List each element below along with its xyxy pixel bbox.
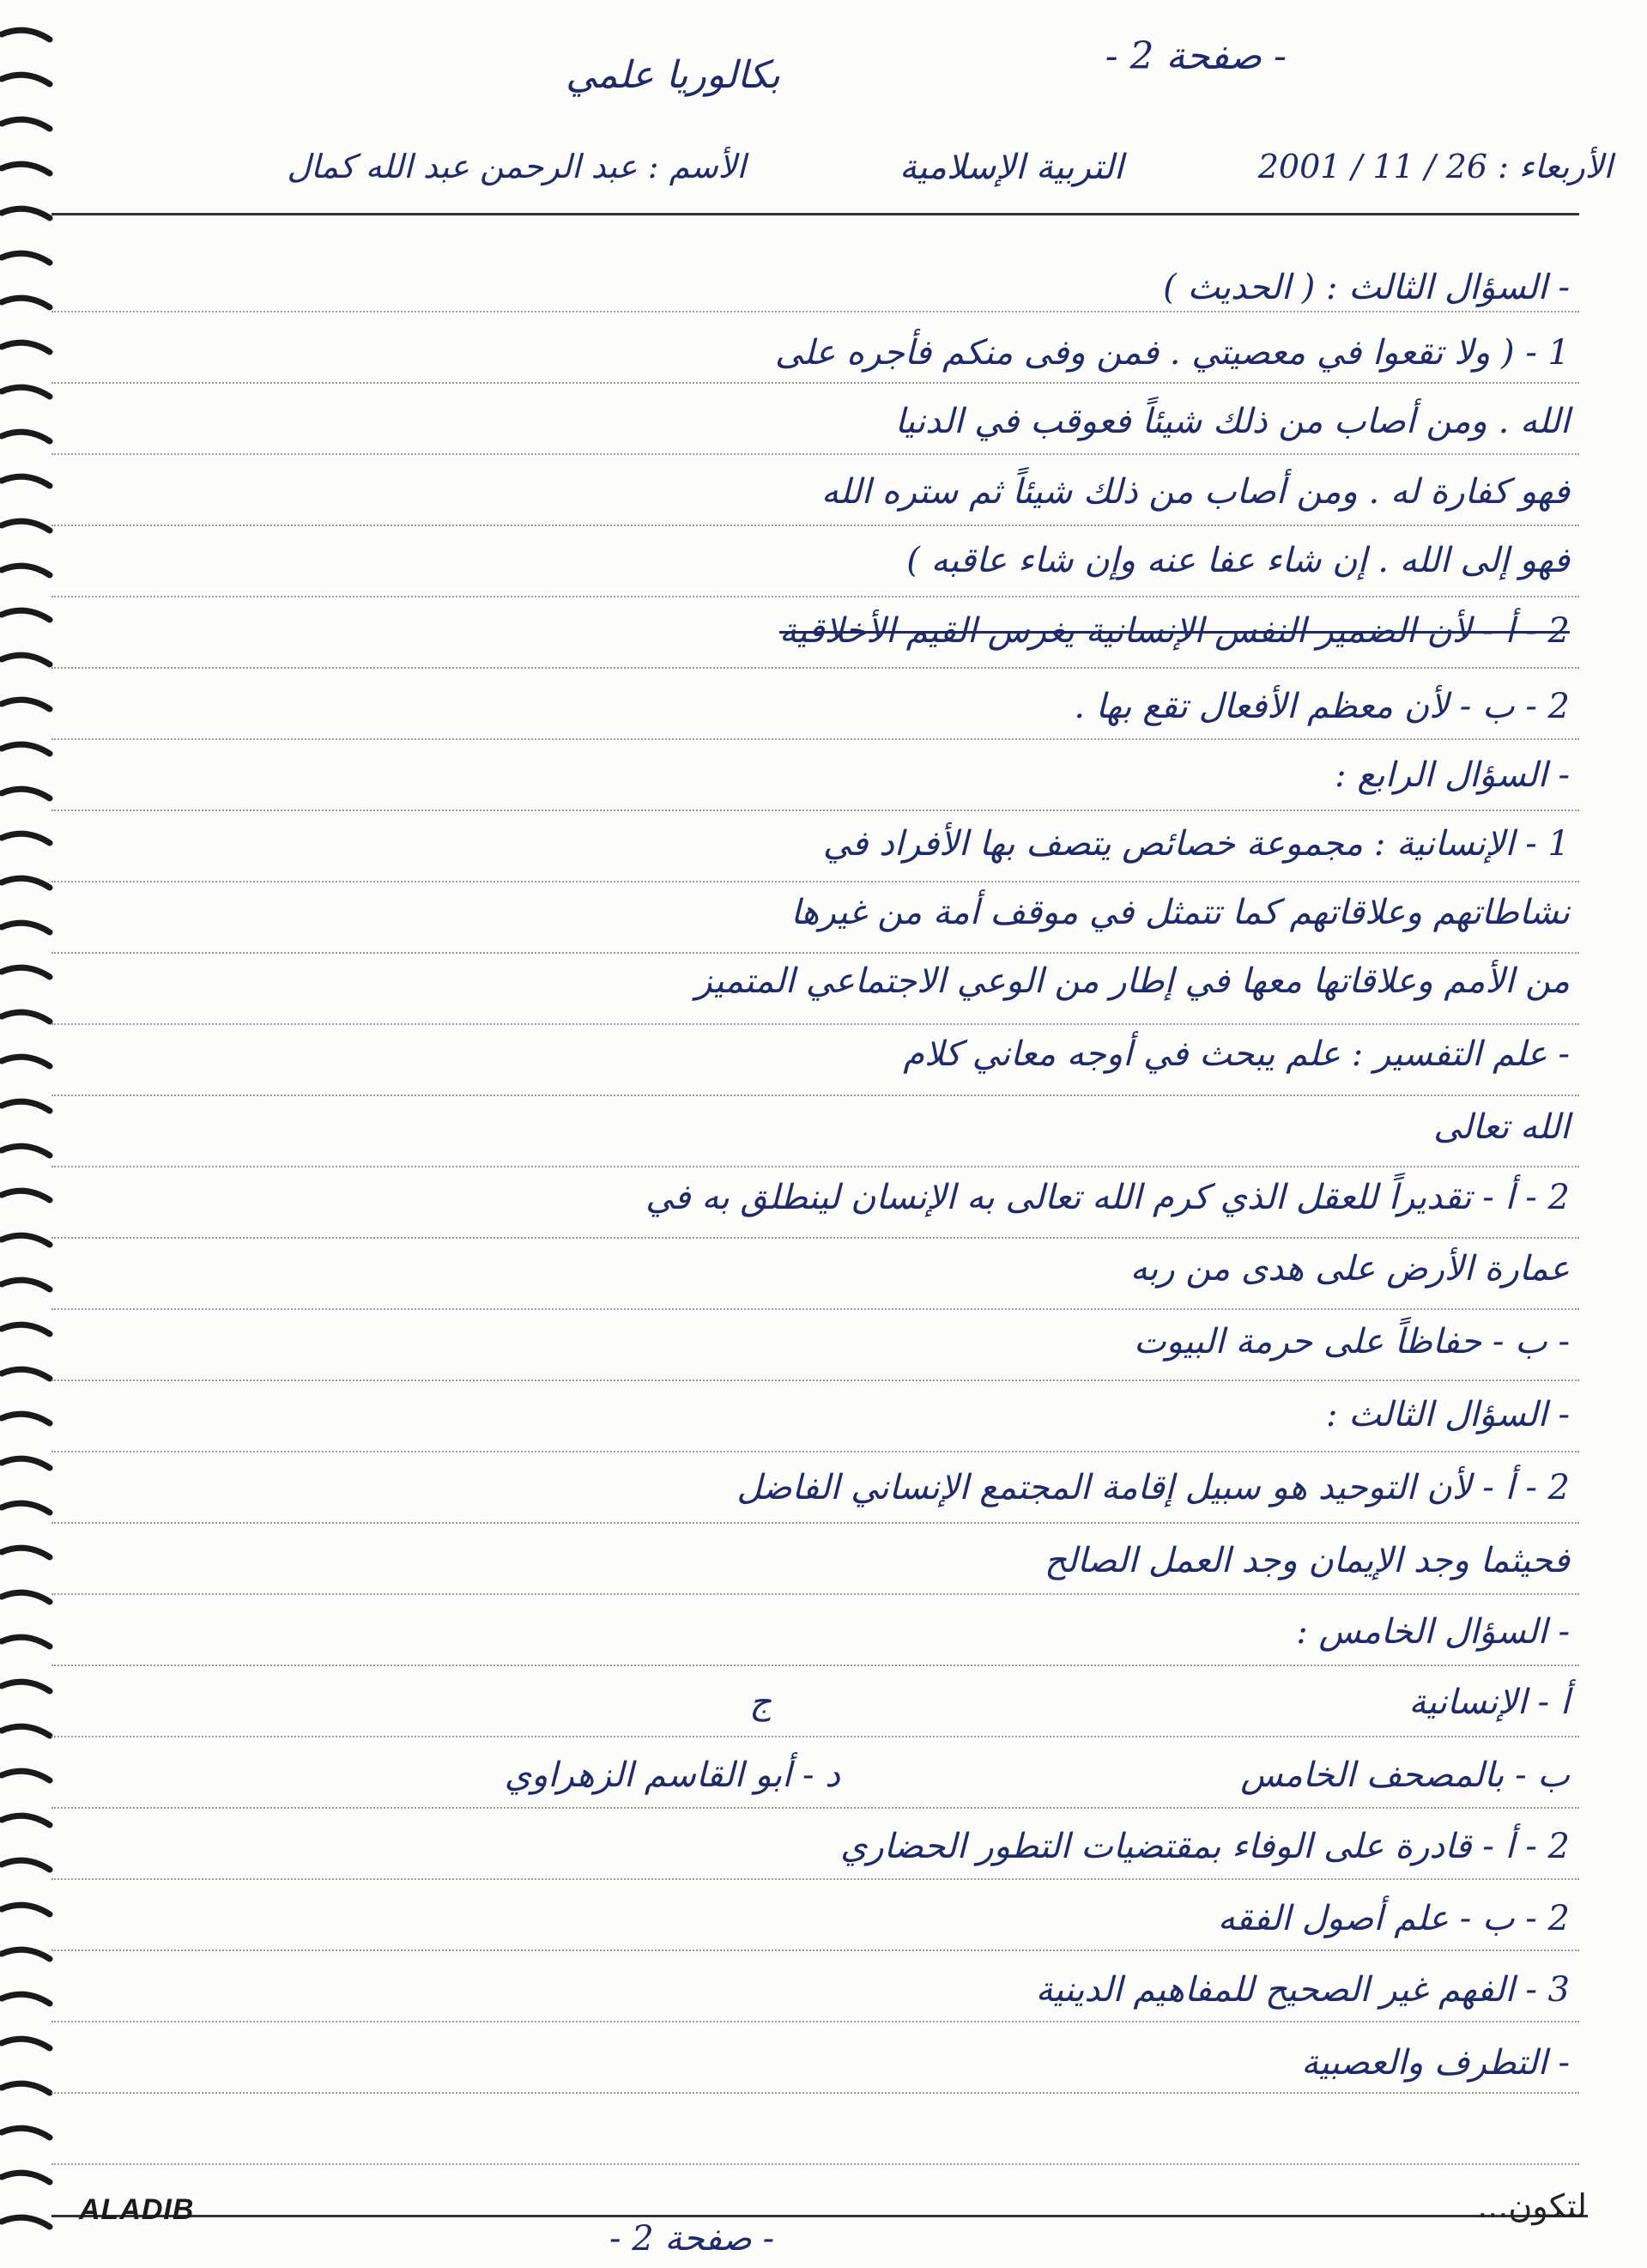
section-heading: - السؤال الرابع : bbox=[1335, 755, 1570, 795]
spiral-ring bbox=[2, 700, 50, 709]
ruled-line bbox=[51, 952, 1579, 954]
spiral-ring bbox=[2, 1414, 50, 1423]
spiral-ring bbox=[2, 1860, 50, 1870]
side-answer-d: د - أبو القاسم الزهراوي bbox=[504, 1756, 840, 1795]
ruled-line bbox=[51, 1095, 1579, 1096]
section-heading: - السؤال الثالث : bbox=[1326, 1395, 1570, 1434]
footer-rule bbox=[51, 2215, 1588, 2217]
ruled-line bbox=[51, 525, 1579, 526]
spiral-ring bbox=[2, 1146, 50, 1155]
text-line: من الأمم وعلاقاتها معها في إطار من الوعي الاجتماعي المتميز bbox=[695, 961, 1570, 1001]
spiral-ring bbox=[2, 566, 50, 575]
spiral-ring bbox=[2, 2039, 50, 2048]
text-line: عمارة الأرض على هدى من ربه bbox=[1129, 1249, 1570, 1289]
spiral-ring bbox=[2, 432, 50, 441]
ruled-line bbox=[51, 667, 1579, 669]
text-line: نشاطاتهم وعلاقاتهم كما تتمثل في موقف أمة من غيرها bbox=[790, 893, 1570, 932]
brand-logo: ALADIB bbox=[79, 2193, 195, 2226]
spiral-ring bbox=[2, 1458, 50, 1468]
spiral-ring bbox=[2, 1726, 50, 1736]
exam-subject: التربية الإسلامية bbox=[899, 148, 1123, 187]
text-line: - السؤال الثالث : ( الحديث ) bbox=[1163, 268, 1570, 307]
text-line: 2 - أ - لأن التوحيد هو سبيل إقامة المجتمع الإنساني الفاضل bbox=[736, 1468, 1570, 1507]
student-name: الأسم : عبد الرحمن عبد الله كمال bbox=[287, 148, 746, 185]
ruled-line bbox=[51, 382, 1579, 384]
text-line: الله . ومن أصاب من ذلك شيئاً فعوقب في الدنيا bbox=[894, 402, 1570, 441]
text-line: ب - بالمصحف الخامس bbox=[1240, 1756, 1570, 1795]
page-marker-bottom: - صفحة 2 - bbox=[609, 2219, 775, 2259]
spiral-ring bbox=[2, 2128, 50, 2138]
struck-text-line: 2 - أ - لأن الضمير النفس الإنسانية يغرس القيم الأخلاقية bbox=[778, 611, 1570, 651]
spiral-ring bbox=[2, 1816, 50, 1825]
ruled-line bbox=[51, 1166, 1579, 1167]
spiral-ring bbox=[2, 610, 50, 620]
spiral-ring bbox=[2, 1905, 50, 1914]
spiral-ring bbox=[2, 923, 50, 932]
spiral-ring bbox=[2, 1682, 50, 1691]
spiral-ring bbox=[2, 834, 50, 843]
ruled-line bbox=[51, 1522, 1579, 1524]
ruled-line bbox=[51, 596, 1579, 597]
spiral-ring bbox=[2, 521, 50, 531]
spiral-ring bbox=[2, 209, 50, 218]
text-line: فهو كفارة له . ومن أصاب من ذلك شيئاً ثم ستره الله bbox=[820, 472, 1570, 512]
ruled-line bbox=[51, 1308, 1579, 1310]
ruled-line bbox=[51, 1451, 1579, 1452]
ruled-line bbox=[51, 2163, 1579, 2165]
spiral-ring bbox=[2, 1771, 50, 1780]
header-rule bbox=[51, 213, 1579, 215]
ruled-line bbox=[51, 1665, 1579, 1666]
spiral-ring bbox=[2, 476, 50, 486]
ruled-line bbox=[51, 881, 1579, 882]
ruled-line bbox=[51, 1593, 1579, 1595]
text-line: 1 - الإنسانية : مجموعة خصائص يتصف بها الأفراد في bbox=[822, 824, 1570, 864]
text-line: فهو إلى الله . إن شاء عفا عنه وإن شاء عاقبه ) bbox=[906, 541, 1570, 580]
ruled-line bbox=[51, 738, 1579, 740]
spiral-ring bbox=[2, 1057, 50, 1066]
spiral-ring bbox=[2, 298, 50, 307]
ruled-line bbox=[51, 2021, 1579, 2022]
exam-date: الأربعاء : 26 / 11 / 2001 bbox=[1257, 148, 1613, 185]
ruled-line bbox=[51, 1878, 1579, 1880]
spiral-ring bbox=[2, 2173, 50, 2182]
text-line: - علم التفسير : علم يبحث في أوجه معاني كلام bbox=[903, 1034, 1570, 1074]
brand-slogan: لتكون... bbox=[1477, 2187, 1587, 2225]
spiral-ring bbox=[2, 1994, 50, 2004]
spiral-ring bbox=[2, 119, 50, 129]
ruled-line bbox=[51, 1807, 1579, 1809]
spiral-ring bbox=[2, 1548, 50, 1557]
text-line: 2 - ب - علم أصول الفقه bbox=[1217, 1899, 1570, 1938]
spiral-ring bbox=[2, 1369, 50, 1379]
ruled-line bbox=[51, 311, 1579, 312]
spiral-ring bbox=[2, 164, 50, 173]
spiral-ring bbox=[2, 1503, 50, 1513]
spiral-ring bbox=[2, 1101, 50, 1111]
ruled-line bbox=[51, 810, 1579, 811]
text-line: فحيثما وجد الإيمان وجد العمل الصالح bbox=[1045, 1541, 1570, 1580]
spiral-ring bbox=[2, 1235, 50, 1245]
spiral-ring bbox=[2, 789, 50, 798]
ruled-line bbox=[51, 1736, 1579, 1737]
spiral-ring bbox=[2, 1950, 50, 1959]
page-marker-top: - صفحة 2 - bbox=[1105, 34, 1287, 78]
ruled-line bbox=[51, 1023, 1579, 1025]
section-heading: - السؤال الخامس : bbox=[1296, 1612, 1570, 1652]
text-line: الله تعالى bbox=[1433, 1107, 1570, 1147]
spiral-ring bbox=[2, 967, 50, 977]
text-line: - ب - حفاظاً على حرمة البيوت bbox=[1133, 1322, 1570, 1361]
spiral-ring bbox=[2, 2217, 50, 2227]
text-line: 1 - ( ولا تقعوا في معصيتي . فمن وفى منكم فأجره على bbox=[775, 333, 1570, 373]
spiral-ring bbox=[2, 1012, 50, 1022]
text-line: 3 - الفهم غير الصحيح للمفاهيم الدينية bbox=[1035, 1970, 1570, 2010]
spiral-ring bbox=[2, 1637, 50, 1646]
spiral-ring bbox=[2, 1325, 50, 1334]
ruled-line bbox=[51, 453, 1579, 455]
spiral-ring bbox=[2, 75, 50, 84]
spiral-ring bbox=[2, 744, 50, 754]
text-line: 2 - أ - قادرة على الوفاء بمقتضيات التطور الحضاري bbox=[840, 1827, 1570, 1866]
spiral-ring bbox=[2, 655, 50, 664]
exam-title: بكالوريا علمي bbox=[566, 53, 780, 97]
side-answer-c: ج bbox=[749, 1683, 772, 1722]
ruled-line bbox=[51, 2092, 1579, 2094]
spiral-ring bbox=[2, 253, 50, 263]
spiral-ring bbox=[2, 1280, 50, 1289]
spiral-ring bbox=[2, 30, 50, 39]
spiral-ring bbox=[2, 387, 50, 397]
spiral-binding bbox=[0, 0, 60, 2268]
text-line: 2 - أ - تقديراً للعقل الذي كرم الله تعالى به الإنسان لينطلق به في bbox=[645, 1178, 1570, 1217]
spiral-ring bbox=[2, 878, 50, 888]
spiral-ring bbox=[2, 2083, 50, 2093]
text-line: أ - الإنسانية bbox=[1408, 1683, 1570, 1722]
spiral-ring bbox=[2, 1191, 50, 1200]
text-line: 2 - ب - لأن معظم الأفعال تقع بها . bbox=[1074, 687, 1570, 726]
ruled-line bbox=[51, 1950, 1579, 1951]
ruled-line bbox=[51, 1237, 1579, 1239]
text-line: - التطرف والعصبية bbox=[1301, 2043, 1570, 2083]
spiral-ring bbox=[2, 343, 50, 352]
ruled-line bbox=[51, 1380, 1579, 1381]
spiral-ring bbox=[2, 1592, 50, 1602]
